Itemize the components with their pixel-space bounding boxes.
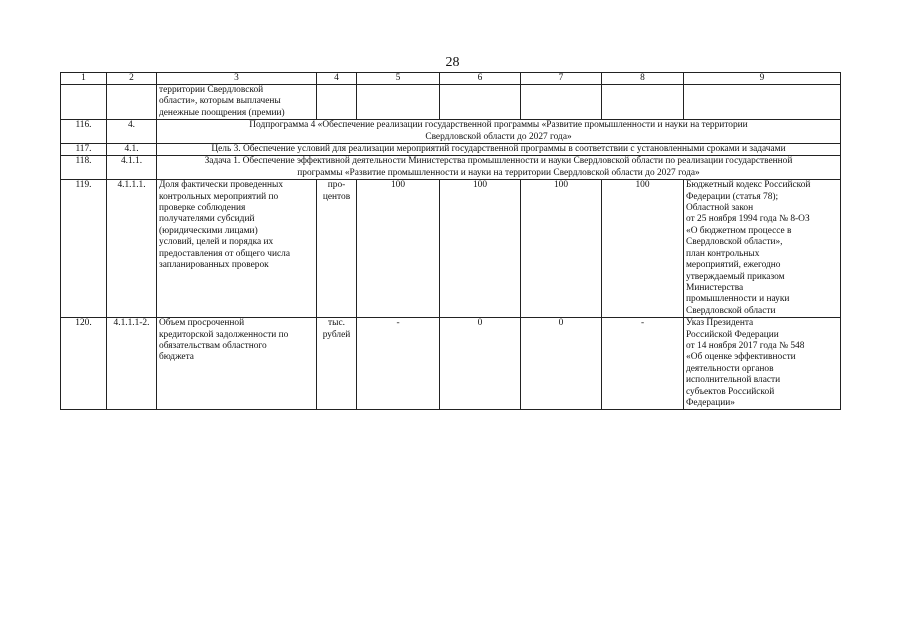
table-row-continuation xyxy=(61,85,841,120)
table-row-116 xyxy=(61,120,841,144)
value-cell-5: - xyxy=(357,318,440,410)
value-cell-6: 100 xyxy=(440,180,521,318)
value-cell-7: 0 xyxy=(521,318,602,410)
row-code-cell: 4.1.1.1. xyxy=(107,180,157,318)
column-number-7: 7 xyxy=(521,73,602,85)
column-number-3: 3 xyxy=(157,73,317,85)
table-row-119 xyxy=(61,180,841,318)
table-row-120 xyxy=(61,318,841,410)
unit-cell: про- центов xyxy=(317,180,357,318)
table-row-117 xyxy=(61,144,841,156)
column-number-1: 1 xyxy=(61,73,107,85)
row-number-cell: 117. xyxy=(61,144,107,156)
task-title-cell: Задача 1. Обеспечение эффективной деятельности Министерства промышленности и науки Свердловской области по реализации государственной программы «Развитие промышленности и науки на территории Свердловской области до 2027 года» xyxy=(157,156,841,180)
value-cell-5: 100 xyxy=(357,180,440,318)
source-cell xyxy=(684,85,841,120)
indicator-name-cell: Объем просроченной кредиторской задолженности по обязательствам областного бюджета xyxy=(157,318,317,410)
row-number-cell: 120. xyxy=(61,318,107,410)
goal-title-cell: Цель 3. Обеспечение условий для реализации мероприятий государственной программы в соответствии с установленными сроками и задачами xyxy=(157,144,841,156)
row-number-cell: 116. xyxy=(61,120,107,144)
column-number-row xyxy=(61,73,841,85)
row-code-cell: 4.1.1.1-2. xyxy=(107,318,157,410)
page-number: 28 xyxy=(445,55,460,70)
value-cell-7: 100 xyxy=(521,180,602,318)
value-cell-8 xyxy=(602,85,684,120)
table-row-118 xyxy=(61,156,841,180)
source-cell: Бюджетный кодекс Российской Федерации (статья 78); Областной закон от 25 ноября 1994 года № 8-ОЗ «О бюджетном процессе в Свердловской области», план контрольных мероприятий, ежегодно утверждаемый приказом Министерства промышленности и науки Свердловской области xyxy=(684,180,841,318)
row-code-cell: 4.1.1. xyxy=(107,156,157,180)
value-cell-7 xyxy=(521,85,602,120)
value-cell-6: 0 xyxy=(440,318,521,410)
subprogram-title-cell: Подпрограмма 4 «Обеспечение реализации государственной программы «Развитие промышленности и науки на территории Свердловской области до 2027 года» xyxy=(157,120,841,144)
unit-cell: тыс. рублей xyxy=(317,318,357,410)
column-number-6: 6 xyxy=(440,73,521,85)
row-number-cell: 119. xyxy=(61,180,107,318)
indicator-name-cell: территории Свердловской области», которым выплачены денежные поощрения (премии) xyxy=(157,85,317,120)
value-cell-8: - xyxy=(602,318,684,410)
column-number-4: 4 xyxy=(317,73,357,85)
row-number-cell xyxy=(61,85,107,120)
unit-cell xyxy=(317,85,357,120)
row-code-cell: 4. xyxy=(107,120,157,144)
column-number-5: 5 xyxy=(357,73,440,85)
row-code-cell: 4.1. xyxy=(107,144,157,156)
indicators-table xyxy=(60,72,841,410)
row-number-cell: 118. xyxy=(61,156,107,180)
row-code-cell xyxy=(107,85,157,120)
value-cell-5 xyxy=(357,85,440,120)
column-number-8: 8 xyxy=(602,73,684,85)
indicator-name-cell: Доля фактически проведенных контрольных мероприятий по проверке соблюдения получателями субсидий (юридическими лицами) условий, целей и порядка их предоставления от общего числа запланированных проверок xyxy=(157,180,317,318)
column-number-2: 2 xyxy=(107,73,157,85)
value-cell-6 xyxy=(440,85,521,120)
source-cell: Указ Президента Российской Федерации от 14 ноября 2017 года № 548 «Об оценке эффективности деятельности органов исполнительной власти субъектов Российской Федерации» xyxy=(684,318,841,410)
value-cell-8: 100 xyxy=(602,180,684,318)
column-number-9: 9 xyxy=(684,73,841,85)
